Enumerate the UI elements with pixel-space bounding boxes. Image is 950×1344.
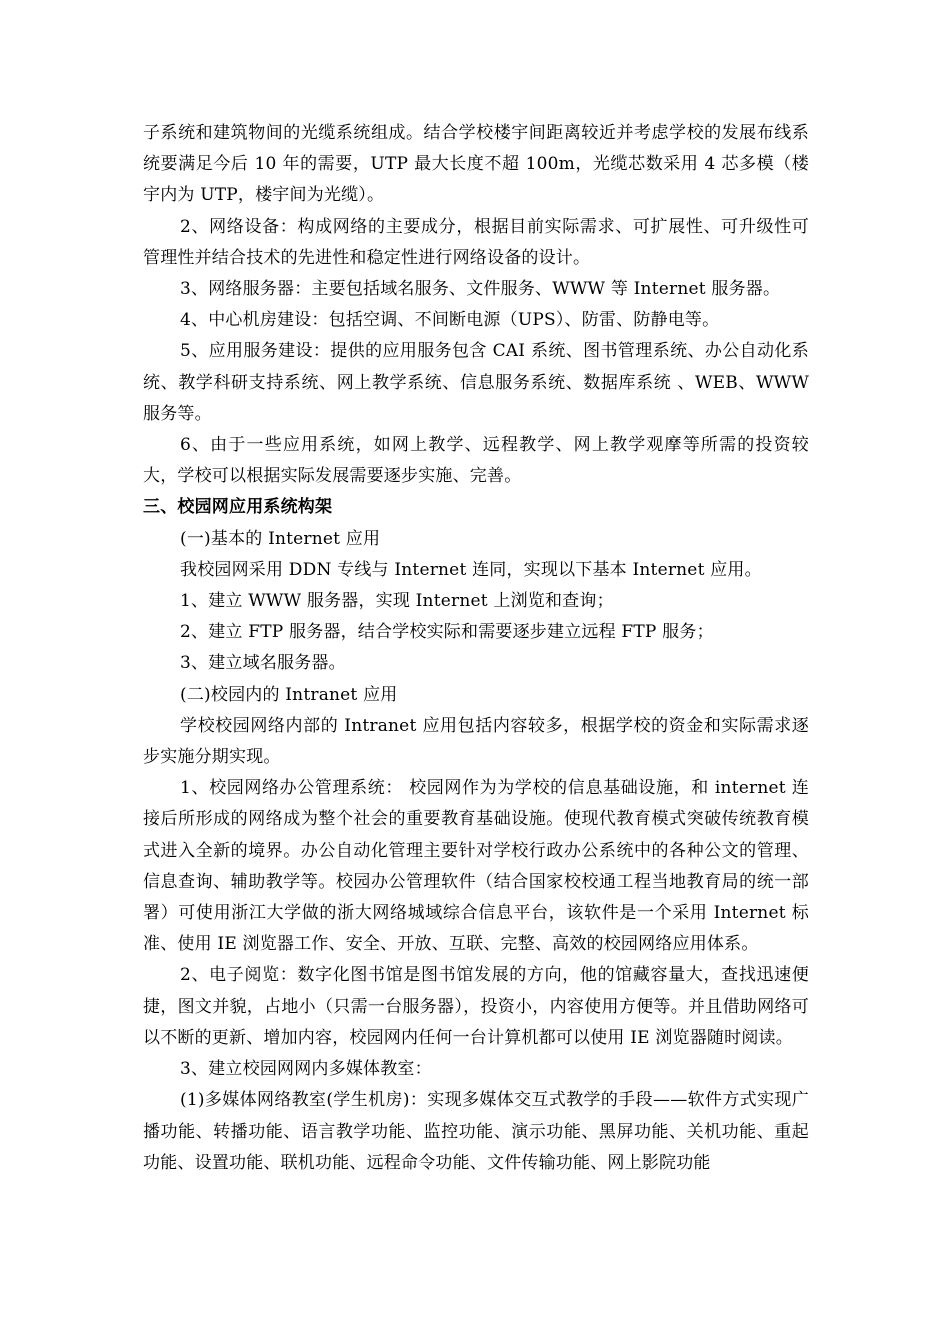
paragraph: 学校校园网络内部的 Intranet 应用包括内容较多，根据学校的资金和实际需求逐步实施分期实现。 bbox=[143, 715, 809, 768]
section-heading: 三、校园网应用系统构架 bbox=[143, 497, 333, 518]
paragraph: 1、校园网络办公管理系统： 校园网作为为学校的信息基础设施，和 internet 连接后所形成的网络成为整个社会的重要教育基础设施。使现代教育模式突破传统教育模式进入全新的境界。办公自动化管理主要针对学校行政办公系统中的各种公文的管理、信息查询、辅助教学等。校园办公管理软件（结合国家校校通工程当地教育局的统一部署）可使用浙江大学做的浙大网络城域综合信息平台，该软件是一个采用 Internet 标准、使用 IE 浏览器工作、安全、开放、互联、完整、高效的校园网络应用体系。 bbox=[143, 778, 809, 955]
paragraph: 2、电子阅览：数字化图书馆是图书馆发展的方向，他的馆藏容量大，查找迅速便捷，图文并貌，占地小（只需一台服务器），投资小，内容使用方便等。并且借助网络可以不断的更新、增加内容，校园网内任何一台计算机都可以使用 IE 浏览器随时阅读。 bbox=[143, 965, 809, 1048]
paragraph: 我校园网采用 DDN 专线与 Internet 连同，实现以下基本 Internet 应用。 bbox=[180, 559, 762, 580]
paragraph: 3、建立校园网网内多媒体教室： bbox=[180, 1059, 432, 1080]
paragraph: (1)多媒体网络教室(学生机房)：实现多媒体交互式教学的手段——软件方式实现广播功能、转播功能、语言教学功能、监控功能、演示功能、黑屏功能、关机功能、重起功能、设置功能、联机功能、远程命令功能、文件传输功能、网上影院功能 bbox=[143, 1090, 809, 1173]
document-body bbox=[143, 118, 809, 1179]
paragraph: 4、中心机房建设：包括空调、不间断电源（UPS）、防雷、防静电等。 bbox=[180, 310, 720, 331]
paragraph: 子系统和建筑物间的光缆系统组成。结合学校楼宇间距离较近并考虑学校的发展布线系统要满足今后 10 年的需要，UTP 最大长度不超 100m，光缆芯数采用 4 芯多模（楼宇内为 UTP，楼宇间为光缆）。 bbox=[143, 123, 809, 206]
paragraph: 6、由于一些应用系统，如网上教学、远程教学、网上教学观摩等所需的投资较大，学校可以根据实际发展需要逐步实施、完善。 bbox=[143, 435, 809, 487]
list-item: 1、建立 WWW 服务器，实现 Internet 上浏览和查询； bbox=[180, 591, 614, 612]
subsection-heading: (一)基本的 Internet 应用 bbox=[180, 528, 381, 549]
list-item: 3、建立域名服务器。 bbox=[180, 653, 346, 674]
paragraph: 5、应用服务建设：提供的应用服务包含 CAI 系统、图书管理系统、办公自动化系统、教学科研支持系统、网上教学系统、信息服务系统、数据库系统 、WEB、WWW 服务等。 bbox=[143, 341, 809, 424]
subsection-heading: (二)校园内的 Intranet 应用 bbox=[180, 684, 398, 705]
paragraph: 3、网络服务器：主要包括域名服务、文件服务、WWW 等 Internet 服务器。 bbox=[180, 279, 781, 300]
list-item: 2、建立 FTP 服务器，结合学校实际和需要逐步建立远程 FTP 服务； bbox=[180, 622, 714, 643]
paragraph: 2、网络设备：构成网络的主要成分，根据目前实际需求、可扩展性、可升级性可管理性并结合技术的先进性和稳定性进行网络设备的设计。 bbox=[143, 216, 809, 268]
